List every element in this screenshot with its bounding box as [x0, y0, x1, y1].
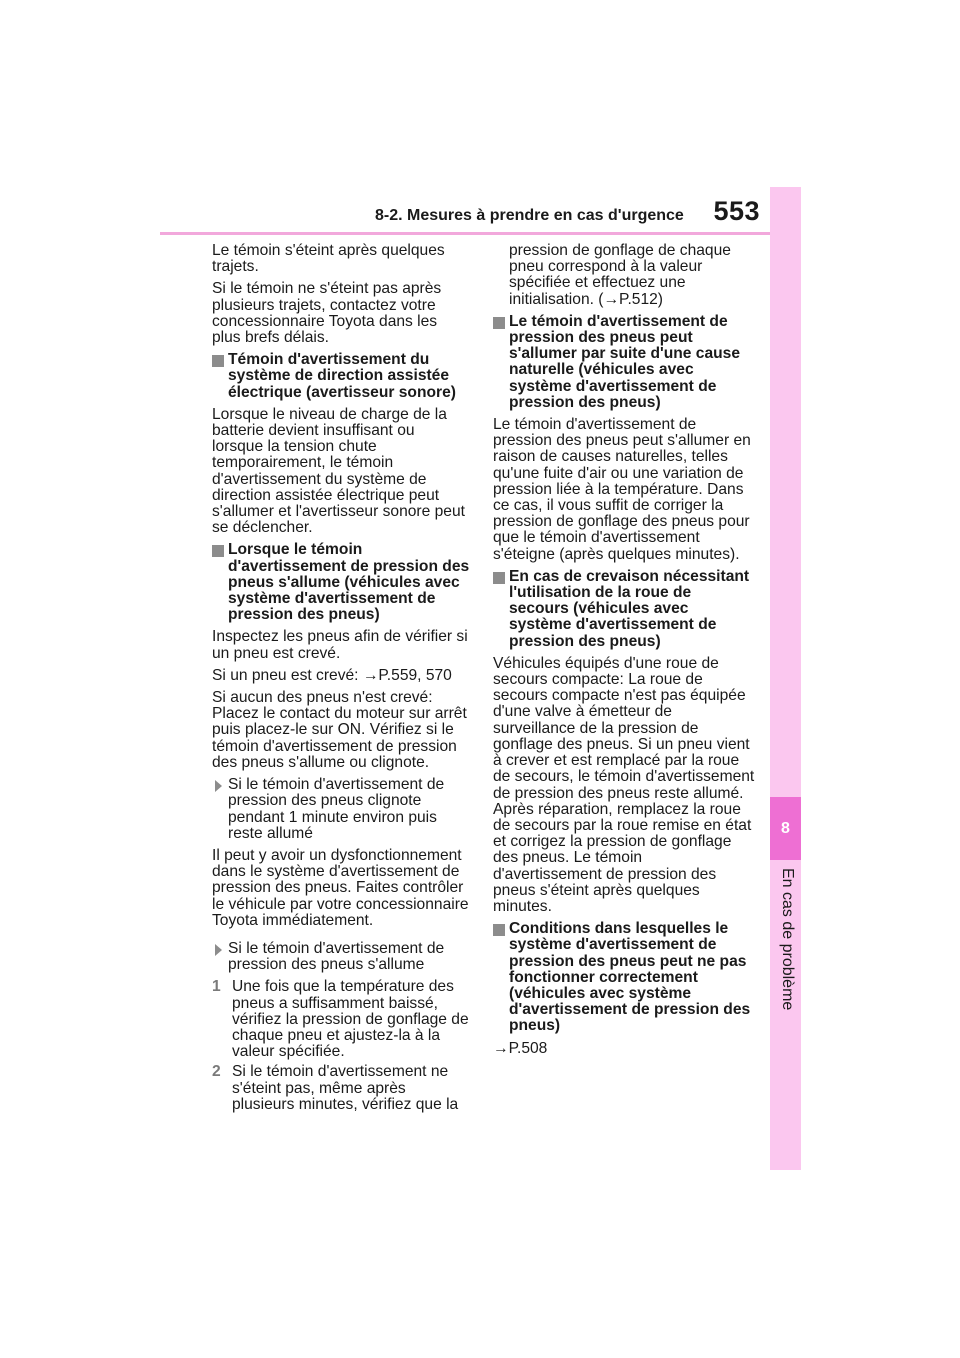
subheading: [493, 921, 755, 1034]
subheading-text: Témoin d'avertissement du système de direction assistée électrique (avertisseur sonore): [228, 351, 456, 401]
condition-text: Si le témoin d'avertissement de pression des pneus clignote pendant 1 minute environ puis reste allumé: [228, 776, 445, 842]
step-number: 2: [212, 1063, 221, 1081]
step-item: [212, 979, 470, 1060]
condition-item: [212, 941, 470, 973]
subheading: [493, 569, 755, 650]
square-bullet-icon: [212, 355, 224, 367]
subheading-text: Le témoin d'avertissement de pression des pneus peut s'allumer par suite d'une cause naturelle (véhicules avec système d'avertissement de pression des pneus): [509, 312, 741, 411]
subheading: [212, 542, 470, 623]
paragraph: Si aucun des pneus n'est crevé: Placez le contact du moteur sur arrêt puis placez-le sur ON. Vérifiez si le témoin d'avertissement de pression des pneus s'allume ou clignote.: [212, 689, 467, 771]
right-column: [493, 243, 755, 1063]
subheading-text: En cas de crevaison nécessitant l'utilisation de la roue de secours (véhicules avec système d'avertissement de pression des pneus): [509, 567, 750, 650]
subheading-text: Lorsque le témoin d'avertissement de pression des pneus s'allume (véhicules avec système d'avertissement de pression des pneus): [228, 541, 470, 624]
step-number: 1: [212, 978, 221, 996]
chapter-number: 8: [781, 820, 790, 837]
paragraph: Il peut y avoir un dysfonctionnement dans le système d'avertissement de pression des pneus. Faites contrôler le véhicule par votre concessionnaire Toyota immédiatement.: [212, 846, 469, 929]
triangle-bullet-icon: [215, 944, 222, 956]
paragraph: Le témoin s'éteint après quelques trajets.: [212, 242, 445, 276]
square-bullet-icon: [212, 545, 224, 557]
page-header: [375, 196, 770, 234]
section-title: 8-2. Mesures à prendre en cas d'urgence: [375, 207, 684, 224]
chapter-title: En cas de problème: [779, 868, 796, 1011]
step-text: Une fois que la température des pneus a suffisamment baissé, vérifiez la pression de gonflage de chaque pneu et ajustez-la à la valeur spécifiée.: [232, 978, 469, 1061]
subheading: [212, 352, 470, 401]
square-bullet-icon: [493, 317, 505, 329]
chapter-tab: [770, 797, 801, 860]
paragraph: Inspectez les pneus afin de vérifier si un pneu est crevé.: [212, 628, 468, 662]
paragraph: Lorsque le niveau de charge de la batterie devient insuffisant ou lorsque la tension chute temporairement, le témoin d'avertissement du système de direction assistée électrique peut s'allumer et l'avertisseur sonore peut se déclencher.: [212, 405, 465, 537]
paragraph: Véhicules équipés d'une roue de secours compacte: La roue de secours compacte n'est pas équipée d'une valve à émetteur de surveillance de la pression de gonflage des pneus. Si un pneu vient à crever et est remplacé par la roue de secours, le témoin d'avertissement de pression des pneus reste allumé. Après réparation, remplacez la roue de secours par la roue remise en état et corrigez la pression de gonflage des pneus. Le témoin d'avertissement de pression des pneus s'éteint après quelques minutes.: [493, 654, 755, 915]
step-item: [212, 1064, 470, 1113]
triangle-bullet-icon: [215, 780, 222, 792]
condition-item: [212, 777, 470, 842]
page-reference: →P.508: [493, 1039, 548, 1057]
subheading-text: Conditions dans lesquelles le système d'avertissement de pression des pneus peut ne pas fonctionner correctement (véhicules avec système d'avertissement de pression des pneus): [509, 920, 751, 1035]
square-bullet-icon: [493, 572, 505, 584]
subheading: [493, 314, 755, 411]
condition-text: Si le témoin d'avertissement de pression des pneus s'allume: [228, 939, 445, 974]
square-bullet-icon: [493, 924, 505, 936]
left-column: [212, 243, 470, 1117]
paragraph: Si le témoin ne s'éteint pas après plusieurs trajets, contactez votre concessionnaire Toyota dans les plus brefs délais.: [212, 280, 442, 347]
page-reference: Si un pneu est crevé: →P.559, 570: [212, 666, 452, 684]
paragraph: pression de gonflage de chaque pneu correspond à la valeur spécifiée et effectuez une initialisation. (→P.512): [509, 242, 731, 308]
step-text: Si le témoin d'avertissement ne s'éteint pas, même après plusieurs minutes, vérifiez que la: [232, 1063, 459, 1113]
paragraph: Le témoin d'avertissement de pression des pneus peut s'allumer en raison de causes naturelles, telles qu'une fuite d'air ou une variation de pression liée à la température. Dans ce cas, il vous suffit de corriger la pression de gonflage des pneus pour que le témoin d'avertissement s'éteigne (après quelques minutes).: [493, 416, 751, 563]
page-number: 553: [713, 196, 760, 226]
header-rule: [160, 232, 770, 235]
